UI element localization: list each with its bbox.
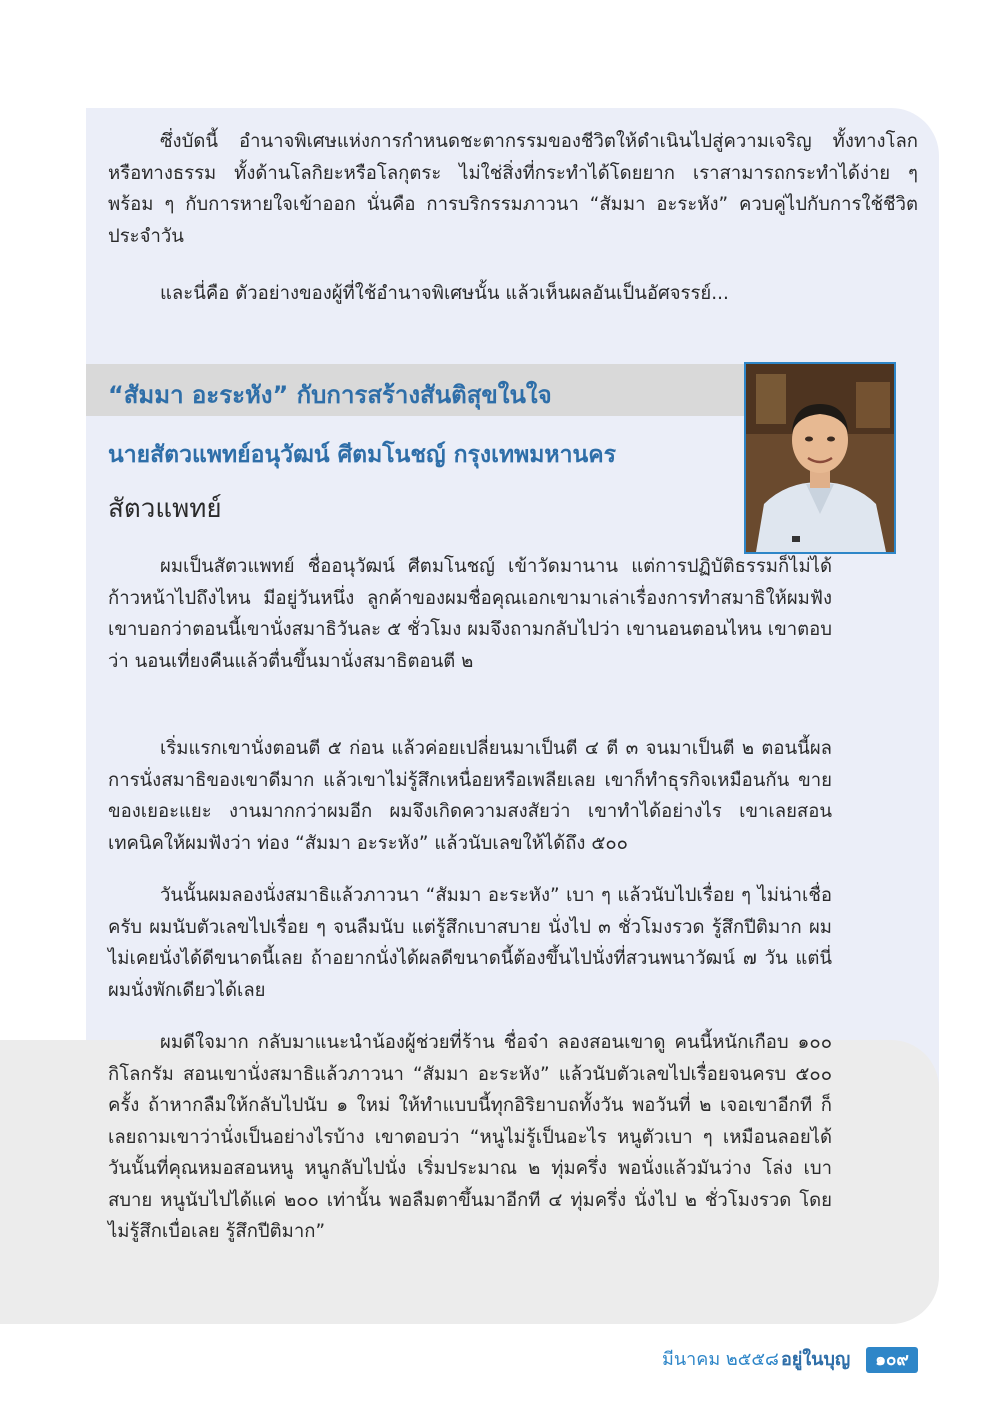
section-title: “สัมมา อะระหัง” กับการสร้างสันติสุขในใจ bbox=[108, 381, 552, 409]
footer-issue-date: มีนาคม ๒๕๕๘ bbox=[662, 1349, 779, 1370]
intro-paragraph-1 bbox=[108, 126, 918, 252]
body-paragraph-3-text: วันนั้นผมลองนั่งสมาธิแล้วภาวนา “สัมมา อะระหัง” เบา ๆ แล้วนับไปเรื่อย ๆ ไม่น่าเชื่อครับ ผมนับตัวเลขไปเรื่อย ๆ จนลืมนับ แต่รู้สึกเบาสบาย นั่งไป ๓ ชั่วโมงรวด รู้สึกปีติมาก ผมไม่เคยนั่งได้ดีขนาดนี้เลย ถ้าอยากนั่งได้ผลดีขนาดนี้ต้องขึ้นไปนั่งที่สวนพนาวัฒน์ ๗ วัน แต่นี่ผมนั่งพักเดียวได้เลย bbox=[108, 885, 832, 1001]
author-name: นายสัตวแพทย์อนุวัฒน์ ศีตมโนชญ์ กรุงเทพมหานคร bbox=[108, 442, 616, 468]
body-paragraph-4-text: ผมดีใจมาก กลับมาแนะนำน้องผู้ช่วยที่ร้าน ชื่อจ๋า ลองสอนเขาดู คนนี้หนักเกือบ ๑๐๐ กิโลกรัม สอนเขานั่งสมาธิแล้วภาวนา “สัมมา อะระหัง” แล้วนับตัวเลขไปเรื่อยจนครบ ๕๐๐ ครั้ง ถ้าหากลืมให้กลับไปนับ ๑ ใหม่ ให้ทำแบบนี้ทุกอิริยาบถทั้งวัน พอวันที่ ๒ เจอเขาอีกที ก็เลยถามเขาว่านั่งเป็นอย่างไรบ้าง เขาตอบว่า “หนูไม่รู้เป็นอะไร หนูตัวเบา ๆ เหมือนลอยได้ วันนั้นที่คุณหมอสอนหนู หนูกลับไปนั่ง เริ่มประมาณ ๒ ทุ่มครึ่ง พอนั่งแล้วมันว่าง โล่ง เบา สบาย หนูนับไปได้แค่ ๒๐๐ เท่านั้น พอลืมตาขึ้นมาอีกที ๔ ทุ่มครึ่ง นั่งไป ๒ ชั่วโมงรวด โดยไม่รู้สึกเบื่อเลย รู้สึกปีติมาก” bbox=[108, 1032, 832, 1242]
intro-paragraph-1-text: ซึ่งบัดนี้ อำนาจพิเศษแห่งการกำหนดชะตากรรมของชีวิตให้ดำเนินไปสู่ความเจริญ ทั้งทางโลกหรือทางธรรม ทั้งด้านโลกิยะหรือโลกุตระ ไม่ใช่สิ่งที่กระทำได้โดยยาก เราสามารถกระทำได้ง่าย ๆ พร้อม ๆ กับการหายใจเข้าออก นั่นคือ การบริกรรมภาวนา “สัมมา อะระหัง” ควบคู่ไปกับการใช้ชีวิตประจำวัน bbox=[108, 131, 918, 247]
intro-paragraph-2 bbox=[108, 278, 918, 310]
body-paragraph-4 bbox=[108, 1027, 832, 1248]
page-number-badge: ๑๐๙ bbox=[866, 1347, 918, 1373]
author-occupation: สัตวแพทย์ bbox=[108, 494, 222, 524]
footer-magazine-name: อยู่ในบุญ bbox=[781, 1349, 851, 1370]
author-portrait-image bbox=[746, 364, 894, 552]
body-paragraph-1 bbox=[108, 551, 832, 677]
body-paragraph-1-text: ผมเป็นสัตวแพทย์ ชื่ออนุวัฒน์ ศีตมโนชญ์ เข้าวัดมานาน แต่การปฏิบัติธรรมก็ไม่ได้ก้าวหน้าไปถึงไหน มีอยู่วันหนึ่ง ลูกค้าของผมชื่อคุณเอกเขามาเล่าเรื่องการทำสมาธิให้ผมฟัง เขาบอกว่าตอนนี้เขานั่งสมาธิวันละ ๕ ชั่วโมง ผมจึงถามกลับไปว่า เขานอนตอนไหน เขาตอบว่า นอนเที่ยงคืนแล้วตื่นขึ้นมานั่งสมาธิตอนตี ๒ bbox=[108, 556, 832, 672]
author-photo bbox=[744, 362, 896, 554]
intro-paragraph-2-text: และนี่คือ ตัวอย่างของผู้ที่ใช้อำนาจพิเศษนั้น แล้วเห็นผลอันเป็นอัศจรรย์... bbox=[160, 283, 729, 304]
body-paragraph-3 bbox=[108, 880, 832, 1006]
body-paragraph-2 bbox=[108, 733, 832, 859]
body-paragraph-2-text: เริ่มแรกเขานั่งตอนตี ๕ ก่อน แล้วค่อยเปลี่ยนมาเป็นตี ๔ ตี ๓ จนมาเป็นตี ๒ ตอนนี้ผลการนั่งสมาธิของเขาดีมาก แล้วเขาไม่รู้สึกเหนื่อยหรือเพลียเลย เขาก็ทำธุรกิจเหมือนกัน ขายของเยอะแยะ งานมากกว่าผมอีก ผมจึงเกิดความสงสัยว่า เขาทำได้อย่างไร เขาเลยสอนเทคนิคให้ผมฟังว่า ท่อง “สัมมา อะระหัง” แล้วนับเลขให้ได้ถึง ๕๐๐ bbox=[108, 738, 832, 854]
